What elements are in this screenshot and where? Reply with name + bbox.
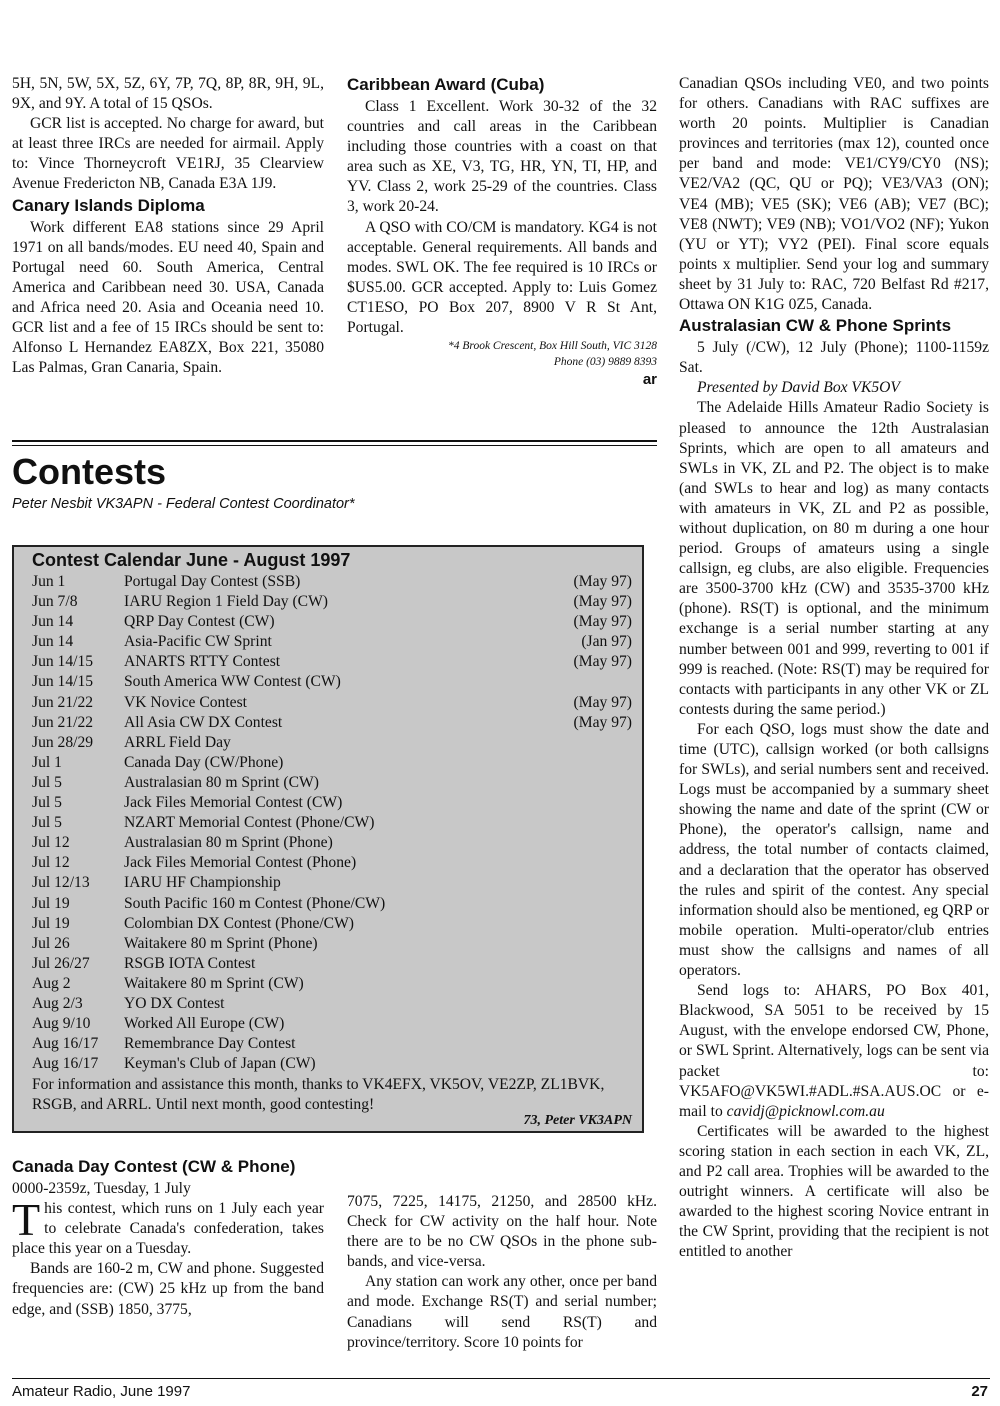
column-2-bottom [347, 1192, 657, 1353]
calendar-contest-name: VK Novice Contest [124, 693, 247, 711]
calendar-row [32, 994, 632, 1014]
calendar-row [32, 793, 632, 813]
calendar-contest-name: IARU Region 1 Field Day (CW) [124, 593, 328, 611]
calendar-date: Jul 5 [32, 773, 62, 791]
body-paragraph: Canadian QSOs including VE0, and two points for others. Canadians with RAC suffixes are worth 20 points. Multiplier is Canadian provinces and territories (max 12), counted once per band and mode: VE1/CY9/CY0 (NS); VE2/VA2 (QC, QU or PQ); VE3/VA3 (ON); VE4 (MB); VE5 (SK); VE6 (AB); VE7 (BC); VE8 (NWT); VE9 (NB); VO1/VO2 (NF); Yukon (YU or YT); VY2 (PEI). Final score equals points x multiplier. Send your log and summary sheet by 31 July to: RAC, 720 Belfast Rd #217, Ottawa ON K1G 0Z5, Canada. [679, 75, 989, 314]
calendar-date: Aug 9/10 [32, 1015, 91, 1033]
calendar-contest-name: Remembrance Day Contest [124, 1035, 296, 1053]
calendar-row [32, 974, 632, 994]
body-text: Send logs to: AHARS, PO Box 401, Blackwood, SA 5051 to be received by 15 August, with the envelope endorsed CW, Phone, or SWL Sprint. Alternatively, logs can be sent via packet to: VK5AFO@VK5WI.#ADL.#SA.AUS.OC or e-mail to [679, 982, 989, 1120]
calendar-row [32, 652, 632, 672]
section-rule [12, 440, 657, 442]
body-paragraph: Certificates will be awarded to the highest scoring station in each section in each VK, ZL, and P2 call area. Trophies will be awarded to the outright winners. A certificate will also be awarded to the highest scoring Novice entrant in the CW Sprint, providing that the recipient is not entitled to another [679, 1122, 989, 1261]
calendar-date: Aug 16/17 [32, 1035, 99, 1053]
calendar-date: Jun 14 [32, 633, 74, 651]
calendar-date: Aug 2/3 [32, 994, 83, 1012]
body-paragraph: The Adelaide Hills Amateur Radio Society is pleased to announce the 12th Australasian Sprints, which are open to all amateurs and SWLs in VK, ZL and P2. The object is to make (and SWLs to hear and log) as many contacts with amateurs in VK, ZL and P2 as possible, without duplication, on 80 m during a one hour period. Groups of amateurs using a single callsign, eg clubs, are also eligible. Frequencies are 3500-3700 kHz (CW) and 3535-3700 kHz (phone). RS(T) is optional, and the minimum exchange is a serial number starting at any number between 001 and 999, reverting to 001 if 999 is reached. (Note: RS(T) may be required for contacts with participants in any other VK or ZL contests during the same period.) [679, 399, 989, 718]
calendar-row [32, 693, 632, 713]
calendar-row [32, 632, 632, 652]
calendar-date: Jul 26 [32, 934, 70, 952]
calendar-title: Contest Calendar June - August 1997 [32, 550, 351, 570]
calendar-date: Jul 19 [32, 914, 70, 932]
body-paragraph: 7075, 7225, 14175, 21250, and 28500 kHz. Check for CW activity on the half hour. Note there are to be no CW QSOs in the phone sub-bands, and vice-versa. [347, 1193, 657, 1271]
calendar-date: Jun 14 [32, 613, 74, 631]
section-subtitle: Peter Nesbit VK3APN - Federal Contest Coordinator* [12, 496, 355, 512]
calendar-contest-name: South America WW Contest (CW) [124, 673, 341, 691]
body-paragraph: For each QSO, logs must show the date and time (UTC), callsign worked (or both callsigns for SWLs), and serial numbers sent and received. Logs must be accompanied by a summary sheet showing the name and date of the sprint (CW or Phone), the operator's callsign, name and address, the total number of contacts claimed, and a declaration that the operator has observed the rules and spirit of the contest. Any special information should also be mentioned, eg QRP or mobile operation. Multi-operator/club entries must show the callsigns and names of all operators. [679, 720, 989, 980]
address-note: *4 Brook Crescent, Box Hill South, VIC 3128 [448, 340, 657, 353]
footer-rule [12, 1378, 990, 1379]
calendar-contest-name: Australasian 80 m Sprint (CW) [124, 773, 319, 791]
calendar-row [32, 954, 632, 974]
calendar-row [32, 592, 632, 612]
calendar-contest-name: Canada Day (CW/Phone) [124, 753, 284, 771]
presenter: Presented by David Box VK5OV [697, 379, 900, 397]
calendar-date: Aug 16/17 [32, 1055, 99, 1073]
calendar-contest-name: Portugal Day Contest (SSB) [124, 573, 301, 590]
calendar-reference: (May 97) [573, 593, 632, 611]
body-text: his contest, which runs on 1 July each year to celebrate Canada's confederation, takes place this year on a Tuesday. [12, 1200, 324, 1258]
calendar-date: Jun 14/15 [32, 673, 94, 691]
contest-calendar-box [12, 545, 644, 1133]
calendar-footer: For information and assistance this month, thanks to VK4EFX, VK5OV, VE2ZP, ZL1BVK, RSGB, and ARRL. Until next month, good contesting! [32, 1076, 605, 1113]
body-paragraph: A QSO with CO/CM is mandatory. KG4 is not acceptable. General requirements. All bands and modes. SWL OK. The fee required is 10 IRCs or $US5.00. GCR accepted. Apply to: Luis Gomez CT1ESO, PO Box 207, 8900 V R St Ant, Portugal. [347, 218, 657, 337]
calendar-contest-name: Jack Files Memorial Contest (Phone) [124, 854, 357, 872]
calendar-contest-name: Waitakere 80 m Sprint (Phone) [124, 934, 318, 952]
calendar-date: Jul 1 [32, 753, 62, 771]
calendar-reference: (May 97) [573, 713, 632, 731]
calendar-contest-name: All Asia CW DX Contest [124, 713, 283, 731]
event-time: 5 July (/CW), 12 July (Phone); 1100-1159z Sat. [679, 339, 989, 377]
calendar-contest-name: Colombian DX Contest (Phone/CW) [124, 914, 354, 932]
calendar-date: Jul 19 [32, 894, 70, 912]
calendar-date: Jun 7/8 [32, 593, 78, 611]
body-paragraph: Class 1 Excellent. Work 30-32 of the 32 countries and call areas in the Caribbean including those countries with a coast on that area such as XE, V3, TG, HR, YN, TI, HP, and YV. Class 2, work 25-29 of the countries. Class 3, work 20-24. [347, 98, 657, 216]
event-time: 0000-2359z, Tuesday, 1 July [12, 1180, 191, 1197]
calendar-reference: (May 97) [573, 613, 632, 631]
calendar-contest-name: Waitakere 80 m Sprint (CW) [124, 974, 304, 992]
calendar-contest-name: ARRL Field Day [124, 733, 231, 751]
calendar-row [32, 853, 632, 873]
phone-note: Phone (03) 9889 8393 [553, 356, 657, 369]
calendar-row [32, 1054, 632, 1074]
calendar-date: Jul 5 [32, 814, 62, 832]
calendar-reference: (May 97) [573, 693, 632, 711]
calendar-contest-name: ANARTS RTTY Contest [124, 653, 281, 671]
caribbean-heading: Caribbean Award (Cuba) [347, 75, 545, 94]
calendar-contest-name: South Pacific 160 m Contest (Phone/CW) [124, 894, 386, 912]
canary-heading: Canary Islands Diploma [12, 195, 205, 215]
end-mark: ar [642, 371, 657, 389]
calendar-date: Jun 1 [32, 573, 66, 590]
column-2-top [347, 74, 657, 390]
body-paragraph [12, 1194, 324, 1259]
calendar-date: Jun 28/29 [32, 733, 94, 751]
calendar-date: Aug 2 [32, 974, 71, 992]
canada-heading: Canada Day Contest (CW & Phone) [12, 1157, 296, 1176]
drop-cap: T [12, 1194, 41, 1246]
calendar-row [32, 1034, 632, 1054]
body-paragraph: 5H, 5N, 5W, 5X, 5Z, 6Y, 7P, 7Q, 8P, 8R, 9H, 9L, 9X, and 9Y. A total of 15 QSOs. [12, 75, 324, 113]
email-address: cavidj@picknowl.com.au [726, 1102, 885, 1120]
calendar-row [32, 813, 632, 833]
calendar-row [32, 572, 632, 592]
calendar-row [32, 1014, 632, 1034]
calendar-date: Jul 26/27 [32, 954, 90, 972]
column-3 [679, 74, 989, 1262]
section-rule [12, 445, 657, 446]
calendar-date: Jun 21/22 [32, 713, 94, 731]
calendar-row [32, 894, 632, 914]
australasian-heading: Australasian CW & Phone Sprints [679, 316, 952, 336]
calendar-contest-name: RSGB IOTA Contest [124, 954, 256, 972]
calendar-row [32, 733, 632, 753]
calendar-contest-name: QRP Day Contest (CW) [124, 613, 275, 631]
calendar-row [32, 612, 632, 632]
body-paragraph: Any station can work any other, once per band and mode. Exchange RS(T) and serial number; Canadians will send RS(T) and province/territory. Score 10 points for [347, 1273, 657, 1351]
body-paragraph: GCR list is accepted. No charge for award, but at least three IRCs are needed for airmail. Apply to: Vince Thorneycroft VE1RJ, 35 Clearview Avenue Fredericton NB, Canada E3A 1J9. [12, 115, 324, 193]
body-paragraph [679, 981, 989, 1122]
calendar-date: Jul 12 [32, 834, 70, 852]
calendar-contest-name: NZART Memorial Contest (Phone/CW) [124, 814, 375, 832]
calendar-date: Jul 12 [32, 854, 70, 872]
calendar-row [32, 873, 632, 893]
calendar-date: Jul 12/13 [32, 874, 90, 892]
calendar-row [32, 713, 632, 733]
calendar-row [32, 672, 632, 692]
calendar-signature: 73, Peter VK3APN [523, 1113, 632, 1128]
calendar-reference: (May 97) [573, 573, 632, 590]
calendar-row [32, 833, 632, 853]
page-number: 27 [971, 1383, 988, 1400]
calendar-row [32, 914, 632, 934]
column-1-top [12, 74, 324, 378]
calendar-contest-name: Asia-Pacific CW Sprint [124, 633, 272, 651]
calendar-row [32, 934, 632, 954]
calendar-list [32, 572, 632, 1074]
column-1-bottom [12, 1156, 324, 1320]
footer-publication: Amateur Radio, June 1997 [12, 1383, 191, 1400]
section-title: Contests [12, 451, 167, 492]
calendar-contest-name: Worked All Europe (CW) [124, 1015, 285, 1033]
calendar-contest-name: Australasian 80 m Sprint (Phone) [124, 834, 333, 852]
calendar-date: Jun 21/22 [32, 693, 94, 711]
calendar-row [32, 753, 632, 773]
calendar-date: Jun 14/15 [32, 653, 94, 671]
calendar-reference: (Jan 97) [581, 633, 632, 651]
calendar-date: Jul 5 [32, 794, 62, 812]
calendar-reference: (May 97) [573, 653, 632, 671]
calendar-contest-name: IARU HF Championship [124, 874, 281, 892]
calendar-contest-name: Keyman's Club of Japan (CW) [124, 1055, 316, 1073]
calendar-contest-name: Jack Files Memorial Contest (CW) [124, 794, 343, 812]
body-paragraph: Work different EA8 stations since 29 April 1971 on all bands/modes. EU need 40, Spain and Portugal need 60. South America, Central America and Caribbean need 30. USA, Canada and Africa need 20. Asia and Oceania need 10. GCR list and a fee of 15 IRCs should be sent to: Alfonso L Hernandez EA8ZX, Box 221, 35080 Las Palmas, Gran Canaria, Spain. [12, 218, 324, 377]
calendar-row [32, 773, 632, 793]
calendar-contest-name: YO DX Contest [124, 994, 225, 1012]
body-paragraph: Bands are 160-2 m, CW and phone. Suggested frequencies are: (CW) 25 kHz up from the band edge, and (SSB) 1850, 3775, [12, 1260, 324, 1318]
